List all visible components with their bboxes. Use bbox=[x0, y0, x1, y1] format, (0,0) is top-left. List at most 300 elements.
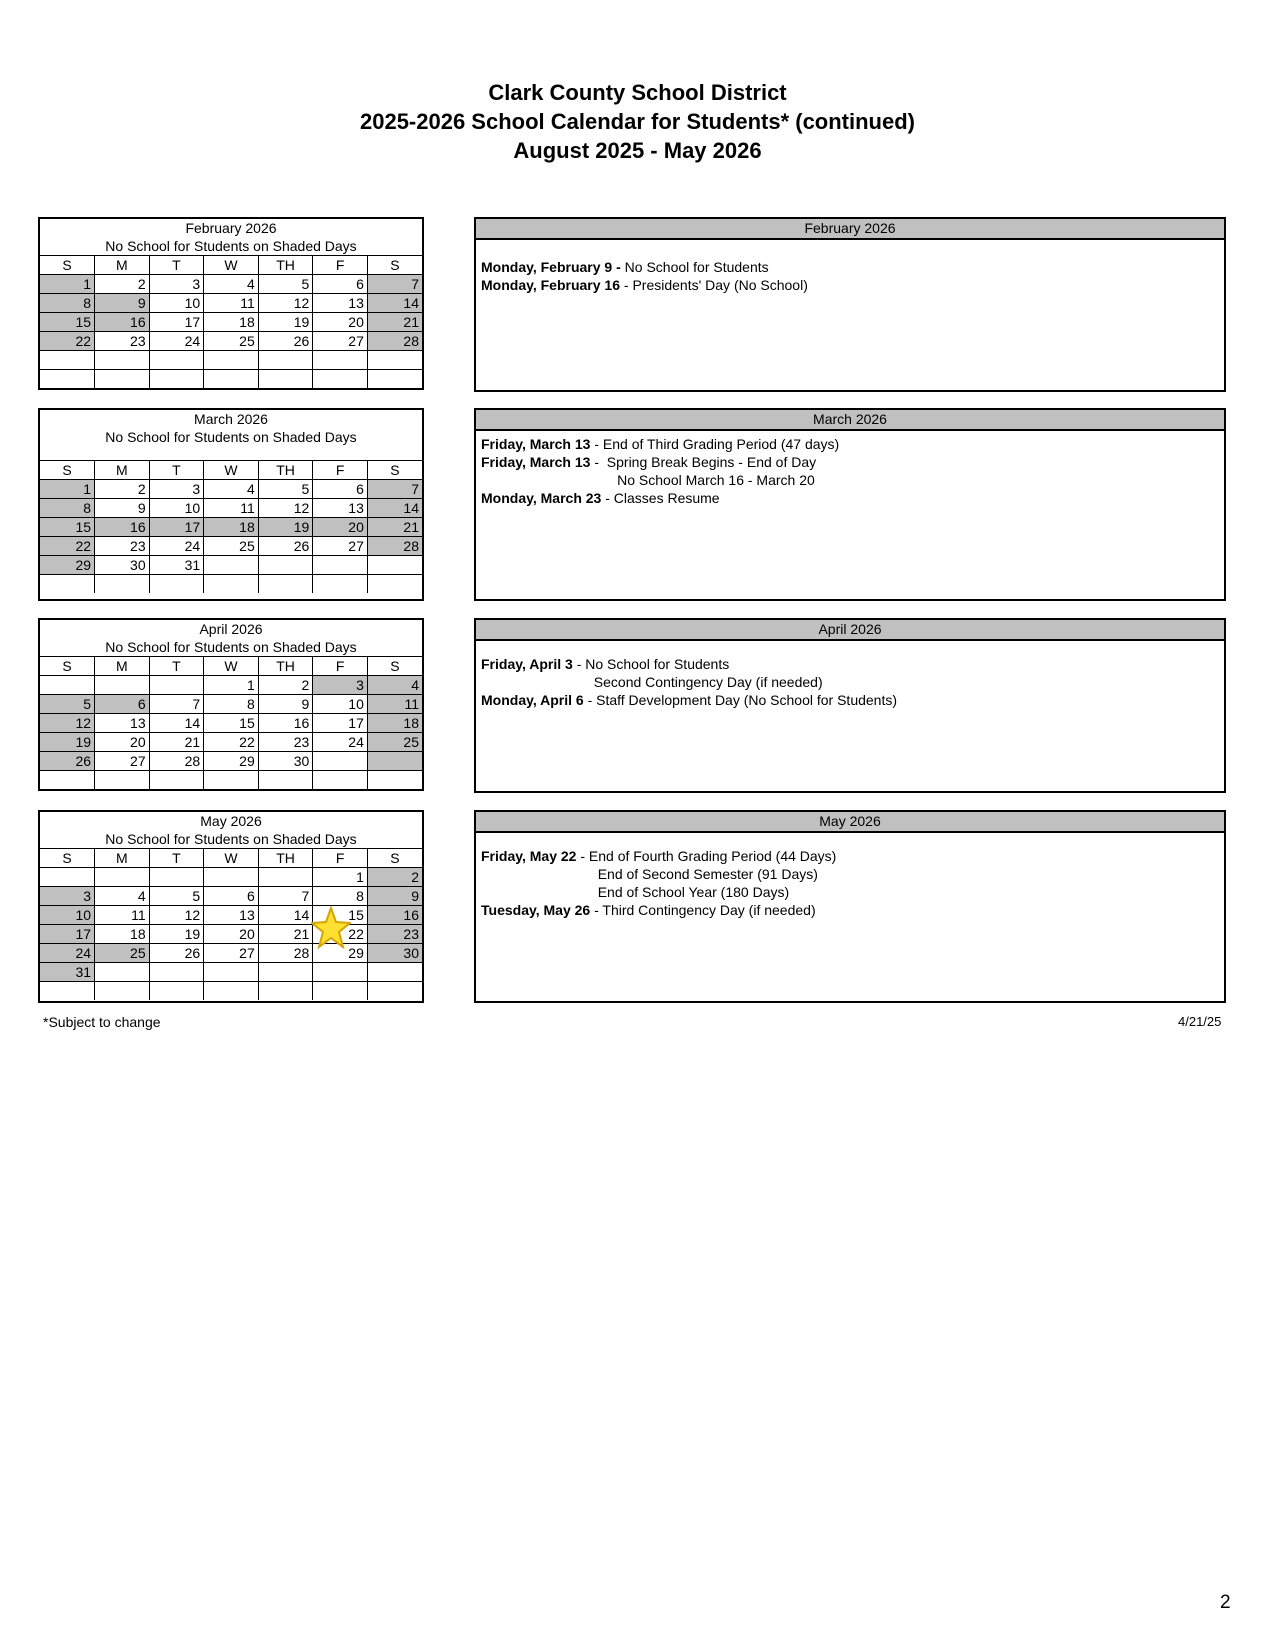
weekday-header-row bbox=[40, 256, 422, 275]
calendar-day-cell: 4 bbox=[204, 275, 259, 294]
calendar-day-cell: 4 bbox=[204, 480, 259, 499]
calendar-day-cell: 15 bbox=[40, 518, 95, 537]
calendar-week-row bbox=[40, 313, 422, 332]
weekday-label: F bbox=[313, 461, 368, 480]
calendar-day-cell: 24 bbox=[40, 944, 95, 963]
calendar-day-cell: 25 bbox=[204, 537, 259, 556]
calendar-week-row bbox=[40, 944, 422, 963]
calendar-day-cell bbox=[149, 351, 204, 370]
calendar-day-cell: 4 bbox=[367, 676, 422, 695]
calendar-day-cell bbox=[204, 771, 259, 790]
calendar-day-cell: 9 bbox=[95, 499, 150, 518]
calendar-day-cell bbox=[367, 752, 422, 771]
calendar-day-cell bbox=[40, 575, 95, 594]
calendar-day-cell: 13 bbox=[313, 499, 368, 518]
calendar-day-cell: 22 bbox=[40, 332, 95, 351]
calendar-day-cell bbox=[204, 982, 259, 1001]
calendar-day-cell bbox=[367, 556, 422, 575]
calendar-day-cell: 28 bbox=[367, 537, 422, 556]
event-line bbox=[481, 489, 1219, 507]
calendar-day-cell bbox=[367, 982, 422, 1001]
calendar-day-cell bbox=[95, 676, 150, 695]
calendar-day-cell: 10 bbox=[40, 906, 95, 925]
calendar-april bbox=[38, 618, 424, 791]
event-date: Monday, March 23 bbox=[481, 490, 602, 506]
events-april bbox=[474, 618, 1226, 793]
calendar-day-cell bbox=[149, 370, 204, 389]
calendar-day-cell: 20 bbox=[313, 518, 368, 537]
calendar-day-cell bbox=[367, 771, 422, 790]
event-description: No School for Students bbox=[624, 259, 769, 275]
calendar-day-cell: 1 bbox=[40, 480, 95, 499]
calendar-week-row bbox=[40, 733, 422, 752]
event-line bbox=[481, 833, 1219, 847]
calendar-may bbox=[38, 810, 424, 1003]
calendar-day-cell: 15 bbox=[40, 313, 95, 332]
calendar-day-cell: 27 bbox=[313, 537, 368, 556]
calendar-month-title: May 2026 bbox=[200, 813, 262, 829]
calendar-day-cell bbox=[367, 575, 422, 594]
calendar-day-cell: 7 bbox=[258, 887, 313, 906]
calendar-week-row bbox=[40, 294, 422, 313]
calendar-day-cell: 29 bbox=[40, 556, 95, 575]
weekday-label: W bbox=[204, 849, 259, 868]
events-body bbox=[476, 833, 1224, 919]
calendar-day-cell bbox=[367, 963, 422, 982]
calendar-subtitle: No School for Students on Shaded Days bbox=[105, 429, 357, 445]
page-title-line1: Clark County School District bbox=[488, 80, 787, 105]
event-description: No School March 16 - March 20 bbox=[481, 472, 815, 488]
page-title-line3: August 2025 - May 2026 bbox=[513, 138, 762, 163]
calendar-day-cell: 16 bbox=[258, 714, 313, 733]
weekday-label: S bbox=[367, 849, 422, 868]
calendar-day-cell bbox=[313, 771, 368, 790]
calendar-day-cell: 28 bbox=[149, 752, 204, 771]
calendar-day-cell: 12 bbox=[258, 294, 313, 313]
calendar-day-cell: 17 bbox=[313, 714, 368, 733]
event-description: - Spring Break Begins - End of Day bbox=[590, 454, 817, 470]
calendar-day-cell: 26 bbox=[149, 944, 204, 963]
events-body bbox=[476, 240, 1224, 294]
calendar-subtitle: No School for Students on Shaded Days bbox=[105, 831, 357, 847]
calendar-day-cell: 21 bbox=[149, 733, 204, 752]
calendar-day-cell: 9 bbox=[95, 294, 150, 313]
calendar-week-row bbox=[40, 370, 422, 389]
calendar-day-cell bbox=[40, 351, 95, 370]
event-date: Friday, March 13 bbox=[481, 454, 591, 470]
event-date: Friday, May 22 bbox=[481, 848, 577, 864]
calendar-day-cell bbox=[367, 370, 422, 389]
calendar-day-cell: 10 bbox=[149, 294, 204, 313]
event-description: - Third Contingency Day (if needed) bbox=[590, 902, 816, 918]
calendar-day-cell: 12 bbox=[258, 499, 313, 518]
calendar-day-cell bbox=[313, 963, 368, 982]
calendar-day-cell: 9 bbox=[367, 887, 422, 906]
calendar-week-row bbox=[40, 695, 422, 714]
calendar-week-row bbox=[40, 982, 422, 1001]
calendar-day-cell: 3 bbox=[40, 887, 95, 906]
calendar-day-cell bbox=[40, 676, 95, 695]
weekday-header-row bbox=[40, 849, 422, 868]
calendar-week-row bbox=[40, 771, 422, 790]
events-february bbox=[474, 217, 1226, 392]
calendar-day-cell: 30 bbox=[95, 556, 150, 575]
weekday-label: F bbox=[313, 657, 368, 676]
event-description: - End of Third Grading Period (47 days) bbox=[590, 436, 840, 452]
calendar-header bbox=[40, 812, 422, 848]
event-description: - Classes Resume bbox=[601, 490, 720, 506]
calendar-day-cell: 30 bbox=[367, 944, 422, 963]
calendar-day-cell: 28 bbox=[367, 332, 422, 351]
calendar-day-cell: 2 bbox=[367, 868, 422, 887]
calendar-day-cell bbox=[313, 982, 368, 1001]
weekday-label: S bbox=[367, 657, 422, 676]
weekday-label: TH bbox=[258, 461, 313, 480]
calendar-month-title: March 2026 bbox=[194, 411, 268, 427]
calendar-week-row bbox=[40, 676, 422, 695]
calendar-day-cell: 27 bbox=[204, 944, 259, 963]
calendar-day-cell: 2 bbox=[95, 275, 150, 294]
calendar-subtitle: No School for Students on Shaded Days bbox=[105, 639, 357, 655]
calendar-day-cell: 5 bbox=[149, 887, 204, 906]
calendar-day-cell: 26 bbox=[40, 752, 95, 771]
weekday-label: T bbox=[149, 849, 204, 868]
calendar-day-cell: 20 bbox=[95, 733, 150, 752]
calendar-day-cell: 16 bbox=[95, 313, 150, 332]
calendar-day-cell bbox=[95, 868, 150, 887]
event-description: - No School for Students bbox=[572, 656, 730, 672]
weekday-label: S bbox=[367, 461, 422, 480]
weekday-label: T bbox=[149, 256, 204, 275]
footnote-subject-to-change: *Subject to change bbox=[43, 1014, 161, 1030]
event-description: - Staff Development Day (No School for Students) bbox=[583, 692, 898, 708]
calendar-day-cell: 1 bbox=[204, 676, 259, 695]
calendar-week-row bbox=[40, 537, 422, 556]
calendar-subtitle: No School for Students on Shaded Days bbox=[105, 238, 357, 254]
calendar-day-cell: 24 bbox=[149, 332, 204, 351]
calendar-day-cell: 7 bbox=[149, 695, 204, 714]
calendar-day-cell: 24 bbox=[149, 537, 204, 556]
calendar-day-cell: 14 bbox=[367, 294, 422, 313]
calendar-day-cell bbox=[204, 370, 259, 389]
weekday-label: M bbox=[95, 256, 150, 275]
calendar-day-cell: 7 bbox=[367, 480, 422, 499]
calendar-day-cell: 23 bbox=[367, 925, 422, 944]
event-date: Tuesday, May 26 bbox=[481, 902, 591, 918]
weekday-label: T bbox=[149, 461, 204, 480]
calendar-day-cell: 24 bbox=[313, 733, 368, 752]
calendar-day-cell: 29 bbox=[313, 944, 368, 963]
events-body bbox=[476, 641, 1224, 709]
calendar-day-cell: 6 bbox=[204, 887, 259, 906]
calendar-day-cell bbox=[313, 351, 368, 370]
calendar-day-cell: 22 bbox=[204, 733, 259, 752]
calendar-day-cell: 12 bbox=[149, 906, 204, 925]
calendar-day-cell bbox=[95, 351, 150, 370]
calendar-grid bbox=[40, 848, 422, 1000]
event-line bbox=[481, 244, 1219, 258]
calendar-day-cell bbox=[367, 351, 422, 370]
calendar-day-cell: 3 bbox=[313, 676, 368, 695]
calendar-day-cell bbox=[149, 771, 204, 790]
calendar-day-cell bbox=[258, 982, 313, 1001]
calendar-day-cell: 7 bbox=[367, 275, 422, 294]
calendar-day-cell: 17 bbox=[40, 925, 95, 944]
calendar-day-cell bbox=[149, 676, 204, 695]
calendar-day-cell bbox=[40, 771, 95, 790]
calendar-day-cell: 26 bbox=[258, 332, 313, 351]
event-date: Friday, March 13 bbox=[481, 436, 591, 452]
event-description: - Presidents' Day (No School) bbox=[620, 277, 808, 293]
calendar-day-cell: 10 bbox=[149, 499, 204, 518]
calendar-day-cell: 12 bbox=[40, 714, 95, 733]
weekday-label: S bbox=[40, 657, 95, 676]
calendar-day-cell: 11 bbox=[204, 499, 259, 518]
calendar-day-cell bbox=[258, 351, 313, 370]
calendar-day-cell bbox=[258, 575, 313, 594]
weekday-label: M bbox=[95, 461, 150, 480]
calendar-day-cell bbox=[40, 370, 95, 389]
weekday-label: M bbox=[95, 657, 150, 676]
calendar-day-cell: 1 bbox=[40, 275, 95, 294]
calendar-day-cell: 25 bbox=[367, 733, 422, 752]
calendar-day-cell: 22 bbox=[313, 925, 368, 944]
calendar-day-cell: 23 bbox=[95, 537, 150, 556]
calendar-week-row bbox=[40, 518, 422, 537]
calendar-march bbox=[38, 408, 424, 601]
calendar-day-cell bbox=[149, 575, 204, 594]
calendar-day-cell: 15 bbox=[313, 906, 368, 925]
calendar-day-cell bbox=[313, 556, 368, 575]
events-march bbox=[474, 408, 1226, 601]
calendar-day-cell: 4 bbox=[95, 887, 150, 906]
events-month-header: February 2026 bbox=[476, 219, 1224, 240]
calendar-day-cell: 21 bbox=[367, 518, 422, 537]
event-line bbox=[481, 471, 1219, 489]
weekday-label: S bbox=[367, 256, 422, 275]
calendar-day-cell: 15 bbox=[204, 714, 259, 733]
event-description: - End of Fourth Grading Period (44 Days) bbox=[576, 848, 837, 864]
calendar-day-cell: 19 bbox=[40, 733, 95, 752]
calendar-day-cell: 18 bbox=[204, 313, 259, 332]
calendar-day-cell bbox=[313, 575, 368, 594]
calendar-week-row bbox=[40, 752, 422, 771]
events-month-header: March 2026 bbox=[476, 410, 1224, 431]
calendar-day-cell bbox=[258, 963, 313, 982]
page-title-line2: 2025-2026 School Calendar for Students* (continued) bbox=[359, 109, 915, 134]
calendar-header bbox=[40, 620, 422, 656]
calendar-week-row bbox=[40, 906, 422, 925]
calendar-day-cell: 27 bbox=[313, 332, 368, 351]
calendar-day-cell: 3 bbox=[149, 275, 204, 294]
event-line bbox=[481, 453, 1219, 471]
calendar-day-cell: 6 bbox=[313, 480, 368, 499]
revision-date: 4/21/25 bbox=[1178, 1014, 1222, 1029]
calendar-day-cell: 27 bbox=[95, 752, 150, 771]
calendar-day-cell: 11 bbox=[367, 695, 422, 714]
calendar-day-cell: 26 bbox=[258, 537, 313, 556]
calendar-day-cell: 20 bbox=[313, 313, 368, 332]
calendar-day-cell bbox=[149, 868, 204, 887]
calendar-day-cell: 13 bbox=[204, 906, 259, 925]
calendar-day-cell: 19 bbox=[258, 518, 313, 537]
event-line bbox=[481, 865, 1219, 883]
calendar-day-cell bbox=[204, 575, 259, 594]
calendar-day-cell bbox=[313, 370, 368, 389]
calendar-day-cell: 23 bbox=[95, 332, 150, 351]
calendar-day-cell: 9 bbox=[258, 695, 313, 714]
star-icon bbox=[311, 906, 351, 950]
calendar-day-cell: 14 bbox=[149, 714, 204, 733]
calendar-day-cell: 16 bbox=[95, 518, 150, 537]
weekday-label: S bbox=[40, 256, 95, 275]
calendar-day-cell: 2 bbox=[95, 480, 150, 499]
event-line bbox=[481, 258, 1219, 276]
weekday-header-row bbox=[40, 461, 422, 480]
calendar-day-cell: 10 bbox=[313, 695, 368, 714]
weekday-label: W bbox=[204, 461, 259, 480]
calendar-day-cell bbox=[95, 575, 150, 594]
weekday-label: M bbox=[95, 849, 150, 868]
page-number: 2 bbox=[1220, 1592, 1231, 1613]
calendar-day-cell: 21 bbox=[258, 925, 313, 944]
weekday-label: W bbox=[204, 657, 259, 676]
calendar-day-cell bbox=[258, 771, 313, 790]
event-line bbox=[481, 901, 1219, 919]
event-line bbox=[481, 883, 1219, 901]
events-month-header: April 2026 bbox=[476, 620, 1224, 641]
weekday-label: TH bbox=[258, 256, 313, 275]
event-description: Second Contingency Day (if needed) bbox=[481, 674, 823, 690]
calendar-grid bbox=[40, 255, 422, 388]
event-line bbox=[481, 276, 1219, 294]
calendar-day-cell: 5 bbox=[258, 275, 313, 294]
calendar-day-cell bbox=[95, 982, 150, 1001]
calendar-day-cell: 8 bbox=[40, 499, 95, 518]
calendar-week-row bbox=[40, 351, 422, 370]
calendar-header bbox=[40, 410, 422, 460]
calendar-day-cell bbox=[258, 868, 313, 887]
calendar-day-cell: 14 bbox=[258, 906, 313, 925]
calendar-day-cell: 3 bbox=[149, 480, 204, 499]
calendar-day-cell: 19 bbox=[258, 313, 313, 332]
calendar-week-row bbox=[40, 556, 422, 575]
calendar-week-row bbox=[40, 480, 422, 499]
calendar-day-cell bbox=[95, 370, 150, 389]
calendar-week-row bbox=[40, 714, 422, 733]
event-line bbox=[481, 847, 1219, 865]
calendar-day-cell: 11 bbox=[204, 294, 259, 313]
calendar-day-cell: 16 bbox=[367, 906, 422, 925]
calendar-day-cell: 21 bbox=[367, 313, 422, 332]
calendar-grid bbox=[40, 656, 422, 789]
calendar-day-cell: 18 bbox=[95, 925, 150, 944]
event-date: Monday, February 16 bbox=[481, 277, 621, 293]
calendar-day-cell: 6 bbox=[313, 275, 368, 294]
weekday-label: TH bbox=[258, 849, 313, 868]
calendar-month-title: April 2026 bbox=[199, 621, 263, 637]
calendar-day-cell: 11 bbox=[95, 906, 150, 925]
calendar-month-title: February 2026 bbox=[185, 220, 277, 236]
calendar-day-cell: 18 bbox=[367, 714, 422, 733]
calendar-day-cell: 2 bbox=[258, 676, 313, 695]
weekday-label: TH bbox=[258, 657, 313, 676]
calendar-day-cell: 13 bbox=[95, 714, 150, 733]
calendar-day-cell bbox=[258, 370, 313, 389]
calendar-day-cell bbox=[313, 752, 368, 771]
star-shape bbox=[312, 908, 350, 947]
calendar-day-cell: 17 bbox=[149, 518, 204, 537]
weekday-label: F bbox=[313, 256, 368, 275]
calendar-day-cell bbox=[40, 868, 95, 887]
calendar-day-cell: 8 bbox=[204, 695, 259, 714]
calendar-day-cell bbox=[95, 771, 150, 790]
weekday-label: S bbox=[40, 461, 95, 480]
calendar-day-cell: 29 bbox=[204, 752, 259, 771]
calendar-day-cell: 14 bbox=[367, 499, 422, 518]
calendar-week-row bbox=[40, 963, 422, 982]
events-body bbox=[476, 431, 1224, 507]
calendar-day-cell bbox=[204, 963, 259, 982]
calendar-day-cell bbox=[204, 351, 259, 370]
calendar-day-cell: 6 bbox=[95, 695, 150, 714]
calendar-day-cell: 23 bbox=[258, 733, 313, 752]
weekday-label: F bbox=[313, 849, 368, 868]
calendar-day-cell: 28 bbox=[258, 944, 313, 963]
calendar-day-cell: 25 bbox=[95, 944, 150, 963]
calendar-week-row bbox=[40, 925, 422, 944]
calendar-day-cell: 19 bbox=[149, 925, 204, 944]
event-line bbox=[481, 655, 1219, 673]
calendar-day-cell bbox=[204, 556, 259, 575]
calendar-day-cell bbox=[204, 868, 259, 887]
calendar-week-row bbox=[40, 575, 422, 594]
calendar-day-cell: 8 bbox=[313, 887, 368, 906]
calendar-week-row bbox=[40, 275, 422, 294]
calendar-day-cell bbox=[40, 982, 95, 1001]
weekday-label: T bbox=[149, 657, 204, 676]
weekday-label: S bbox=[40, 849, 95, 868]
calendar-week-row bbox=[40, 887, 422, 906]
calendar-day-cell: 5 bbox=[258, 480, 313, 499]
event-date: Monday, April 6 bbox=[481, 692, 584, 708]
event-line bbox=[481, 673, 1219, 691]
calendar-week-row bbox=[40, 332, 422, 351]
calendar-week-row bbox=[40, 868, 422, 887]
calendar-day-cell: 31 bbox=[149, 556, 204, 575]
event-date: Monday, February 9 - bbox=[481, 259, 625, 275]
calendar-day-cell: 5 bbox=[40, 695, 95, 714]
event-description: End of School Year (180 Days) bbox=[481, 884, 790, 900]
calendar-day-cell bbox=[95, 963, 150, 982]
calendar-day-cell bbox=[258, 556, 313, 575]
calendar-day-cell: 25 bbox=[204, 332, 259, 351]
event-date: Friday, April 3 bbox=[481, 656, 573, 672]
calendar-day-cell: 20 bbox=[204, 925, 259, 944]
calendar-day-cell bbox=[149, 963, 204, 982]
calendar-day-cell: 22 bbox=[40, 537, 95, 556]
calendar-day-cell: 30 bbox=[258, 752, 313, 771]
calendar-february bbox=[38, 217, 424, 390]
events-may bbox=[474, 810, 1226, 1003]
events-month-header: May 2026 bbox=[476, 812, 1224, 833]
calendar-day-cell: 18 bbox=[204, 518, 259, 537]
calendar-day-cell: 17 bbox=[149, 313, 204, 332]
calendar-day-cell: 8 bbox=[40, 294, 95, 313]
event-line bbox=[481, 641, 1219, 655]
calendar-day-cell: 13 bbox=[313, 294, 368, 313]
calendar-week-row bbox=[40, 499, 422, 518]
